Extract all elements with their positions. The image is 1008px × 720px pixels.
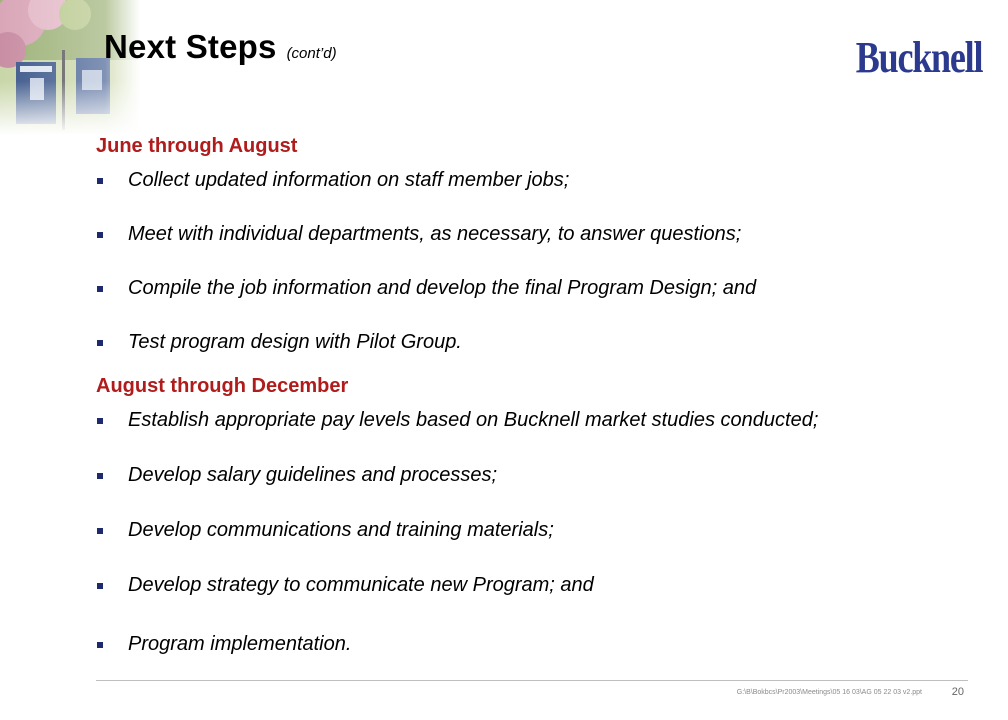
list-item: Develop salary guidelines and processes; (96, 462, 976, 488)
list-item: Meet with individual departments, as necessary, to answer questions; (96, 221, 976, 247)
list-item: Develop communications and training materials; (96, 517, 976, 543)
section-heading: June through August (96, 135, 298, 157)
square-bullet-icon (97, 642, 103, 648)
list-item: Program implementation. (96, 631, 976, 657)
list-item: Establish appropriate pay levels based on Bucknell market studies conducted; (96, 407, 976, 433)
square-bullet-icon (97, 418, 103, 424)
slide-content (96, 133, 976, 686)
square-bullet-icon (97, 473, 103, 479)
bucknell-logo: Bucknell (855, 33, 982, 82)
slide-title: Next Steps (104, 28, 277, 65)
square-bullet-icon (97, 340, 103, 346)
bullet-list (96, 407, 976, 657)
slide-title-group (104, 28, 337, 66)
footer-divider (96, 680, 968, 681)
slide-subtitle: (cont’d) (286, 45, 337, 62)
bullet-list (96, 167, 976, 355)
footer-file-path: G:\B\Bokbcs\Pr2003\Meetings\05 16 03\AG 05 22 03 v2.ppt (736, 689, 922, 696)
list-item: Compile the job information and develop the final Program Design; and (96, 275, 976, 301)
list-item: Develop strategy to communicate new Program; and (96, 572, 976, 598)
square-bullet-icon (97, 583, 103, 589)
square-bullet-icon (97, 286, 103, 292)
list-item: Collect updated information on staff member jobs; (96, 167, 976, 193)
square-bullet-icon (97, 528, 103, 534)
campus-photo (0, 0, 140, 135)
list-item: Test program design with Pilot Group. (96, 329, 976, 355)
section-heading: August through December (96, 375, 349, 397)
square-bullet-icon (97, 232, 103, 238)
page-number: 20 (951, 686, 964, 698)
square-bullet-icon (97, 178, 103, 184)
